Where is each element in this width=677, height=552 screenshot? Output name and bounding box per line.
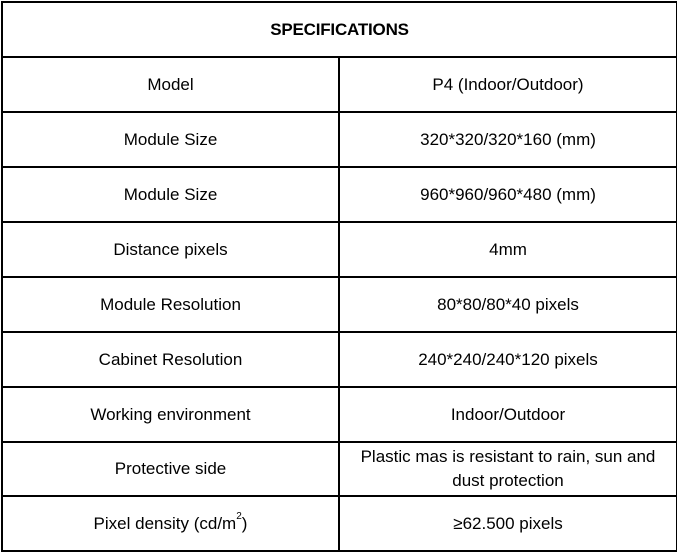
row-value: 80*80/80*40 pixels [339,277,677,332]
row-label: Distance pixels [2,222,339,277]
row-label: Cabinet Resolution [2,332,339,387]
row-label: Working environment [2,387,339,442]
label-prefix: Pixel density (cd/m [93,513,237,533]
row-label: Module Size [2,112,339,167]
table-row [2,167,677,222]
table-title: SPECIFICATIONS [2,2,677,57]
row-label-pixel-density [2,496,339,551]
row-label: Protective side [2,442,339,496]
table-row [2,387,677,442]
row-label: Model [2,57,339,112]
table-row [2,332,677,387]
row-value: ≥62.500 pixels [339,496,677,551]
label-suffix: ) [241,513,248,533]
row-label: Module Size [2,167,339,222]
table-row [2,112,677,167]
row-value: Indoor/Outdoor [339,387,677,442]
table-row [2,277,677,332]
table-row [2,222,677,277]
row-value: 240*240/240*120 pixels [339,332,677,387]
table-row [2,57,677,112]
table-row [2,442,677,496]
table-row [2,496,677,551]
row-value: 960*960/960*480 (mm) [339,167,677,222]
row-value: 320*320/320*160 (mm) [339,112,677,167]
row-value: Plastic mas is resistant to rain, sun and dust protection [339,442,677,496]
row-label: Module Resolution [2,277,339,332]
label-superscript: 2 [236,510,242,522]
table-header-row [2,2,677,57]
specifications-table [1,1,677,552]
row-value: P4 (Indoor/Outdoor) [339,57,677,112]
row-value: 4mm [339,222,677,277]
